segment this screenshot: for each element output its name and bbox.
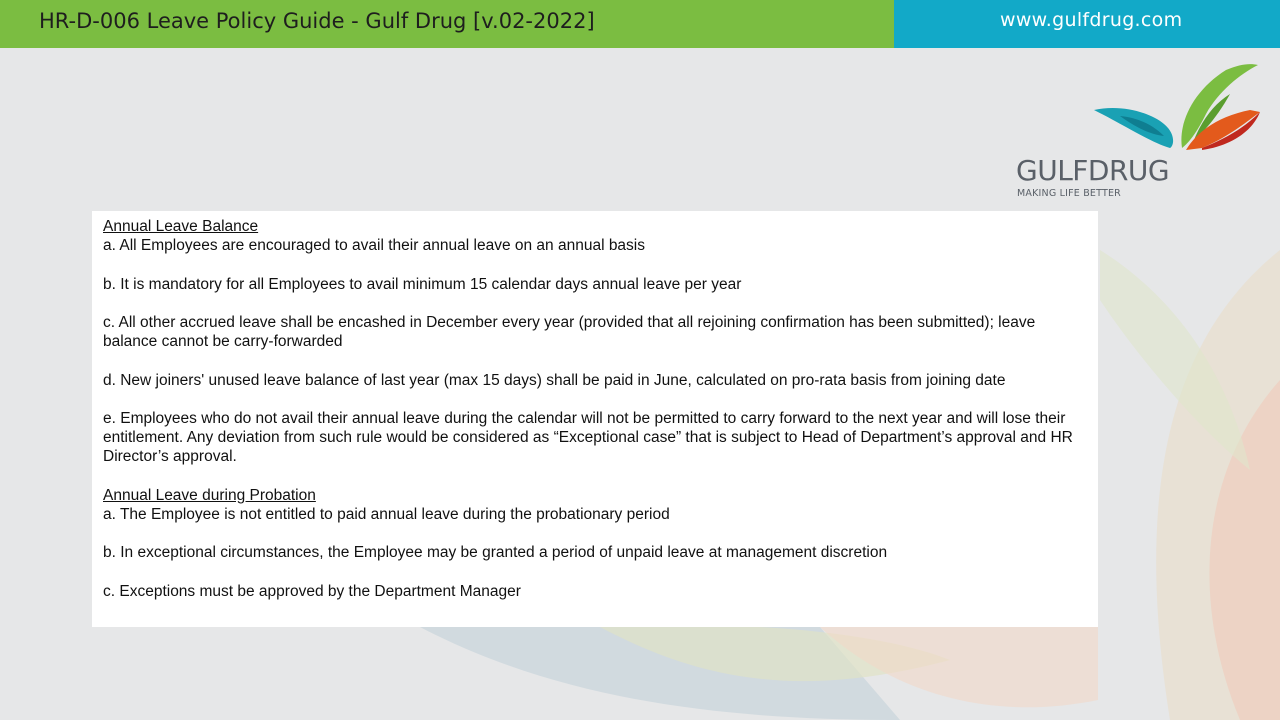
policy-content-box	[92, 211, 1098, 627]
logo-tagline: MAKING LIFE BETTER	[1017, 188, 1121, 199]
header-url-bar	[894, 0, 1280, 48]
policy-item: e. Employees who do not avail their annual leave during the calendar will not be permitted to carry forward to the next year and will lose their entitlement. Any deviation from such rule would be considered as “Exceptional case” that is subject to Head of Department’s approval and HR Director’s approval.	[103, 409, 1073, 466]
header-title-bar	[0, 0, 894, 48]
policy-item: a. The Employee is not entitled to paid annual leave during the probationary period	[103, 505, 670, 523]
section-heading-annual-leave-balance: Annual Leave Balance	[103, 218, 259, 235]
website-url: www.gulfdrug.com	[1000, 9, 1183, 31]
policy-item: b. It is mandatory for all Employees to avail minimum 15 calendar days annual leave per year	[103, 275, 742, 293]
policy-item: b. In exceptional circumstances, the Employee may be granted a period of unpaid leave at management discretion	[103, 544, 888, 562]
policy-item: c. Exceptions must be approved by the Department Manager	[103, 582, 521, 600]
policy-item: d. New joiners' unused leave balance of last year (max 15 days) shall be paid in June, calculated on pro-rata basis from joining date	[103, 371, 1006, 389]
gulfdrug-logo	[1010, 60, 1270, 205]
document-title: HR-D-006 Leave Policy Guide - Gulf Drug [v.02-2022]	[39, 9, 595, 33]
policy-item: c. All other accrued leave shall be encashed in December every year (provided that all rejoining confirmation has been submitted); leave balance cannot be carry-forwarded	[103, 313, 1036, 351]
section-heading-annual-leave-probation: Annual Leave during Probation	[103, 486, 316, 504]
policy-item: a. All Employees are encouraged to avail their annual leave on an annual basis	[103, 237, 646, 255]
logo-wordmark: GULFDRUG	[1016, 154, 1170, 187]
leaf-logo-icon	[1090, 60, 1265, 155]
